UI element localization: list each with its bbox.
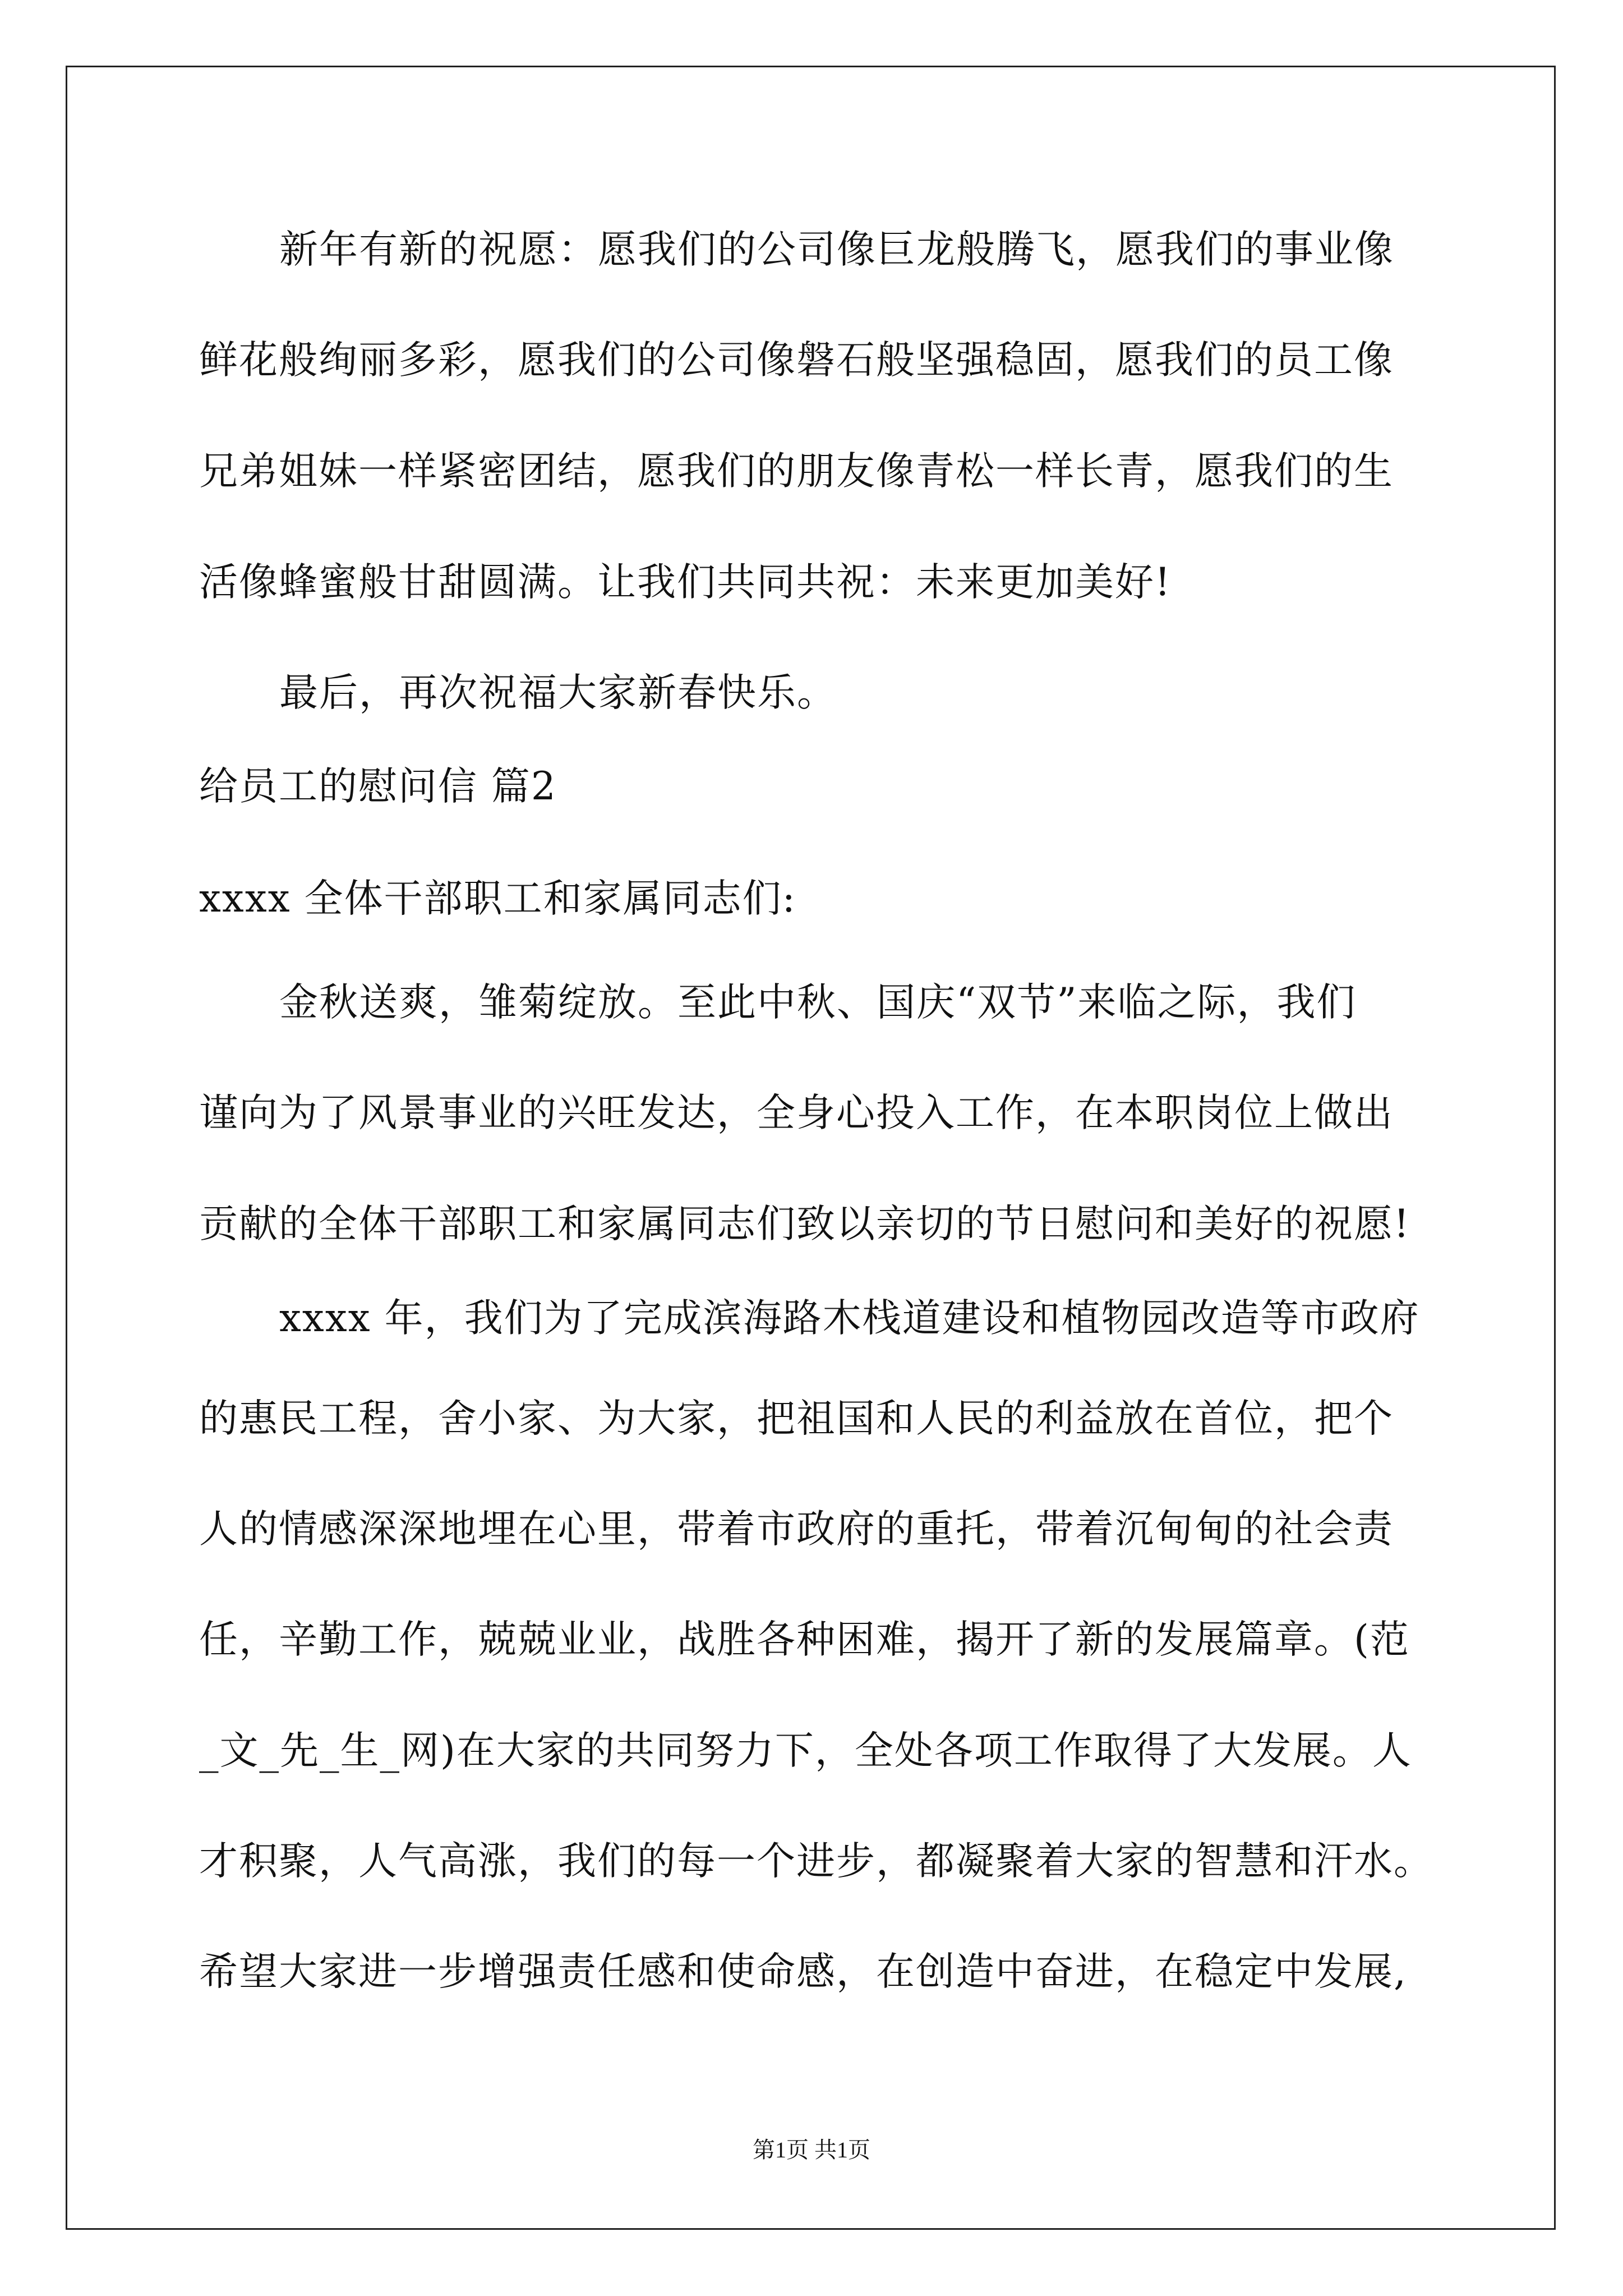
paragraph-line: 新年有新的祝愿：愿我们的公司像巨龙般腾飞，愿我们的事业像 xyxy=(279,227,1394,272)
paragraph-line: 贡献的全体干部职工和家属同志们致以亲切的节日慰问和美好的祝愿! xyxy=(199,1202,1410,1246)
paragraph-line: 希望大家进一步增强责任感和使命感，在创造中奋进，在稳定中发展, xyxy=(199,1949,1407,1994)
paragraph-line: 最后，再次祝福大家新春快乐。 xyxy=(279,670,837,715)
paragraph-line: 活像蜂蜜般甘甜圆满。让我们共同共祝：未来更加美好! xyxy=(199,560,1172,605)
paragraph-line: 才积聚，人气高涨，我们的每一个进步，都凝聚着大家的智慧和汗水。 xyxy=(199,1839,1433,1884)
paragraph-line: 谨向为了风景事业的兴旺发达，全身心投入工作，在本职岗位上做出 xyxy=(199,1091,1394,1135)
paragraph-line: 金秋送爽，雏菊绽放。至此中秋、国庆“双节”来临之际，我们 xyxy=(279,980,1357,1025)
paragraph-line: 人的情感深深地埋在心里，带着市政府的重托，带着沉甸甸的社会责 xyxy=(199,1507,1394,1552)
salutation: xxxx 全体干部职工和家属同志们: xyxy=(199,876,796,921)
paragraph-line: 兄弟姐妹一样紧密团结，愿我们的朋友像青松一样长青，愿我们的生 xyxy=(199,449,1394,494)
paragraph-line: xxxx 年，我们为了完成滨海路木栈道建设和植物园改造等市政府 xyxy=(279,1296,1420,1341)
paragraph-line: 鲜花般绚丽多彩，愿我们的公司像磐石般坚强稳固，愿我们的员工像 xyxy=(199,338,1394,383)
page-border xyxy=(66,66,1556,2230)
page-number-footer: 第1页 共1页 xyxy=(753,2137,870,2162)
paragraph-line: 的惠民工程，舍小家、为大家，把祖国和人民的利益放在首位，把个 xyxy=(199,1396,1394,1441)
paragraph-line: _文_先_生_网)在大家的共同努力下，全处各项工作取得了大发展。人 xyxy=(199,1728,1412,1773)
paragraph-line: 任，辛勤工作，兢兢业业，战胜各种困难，揭开了新的发展篇章。(范 xyxy=(199,1617,1410,1662)
section-heading: 给员工的慰问信 篇2 xyxy=(199,764,557,809)
